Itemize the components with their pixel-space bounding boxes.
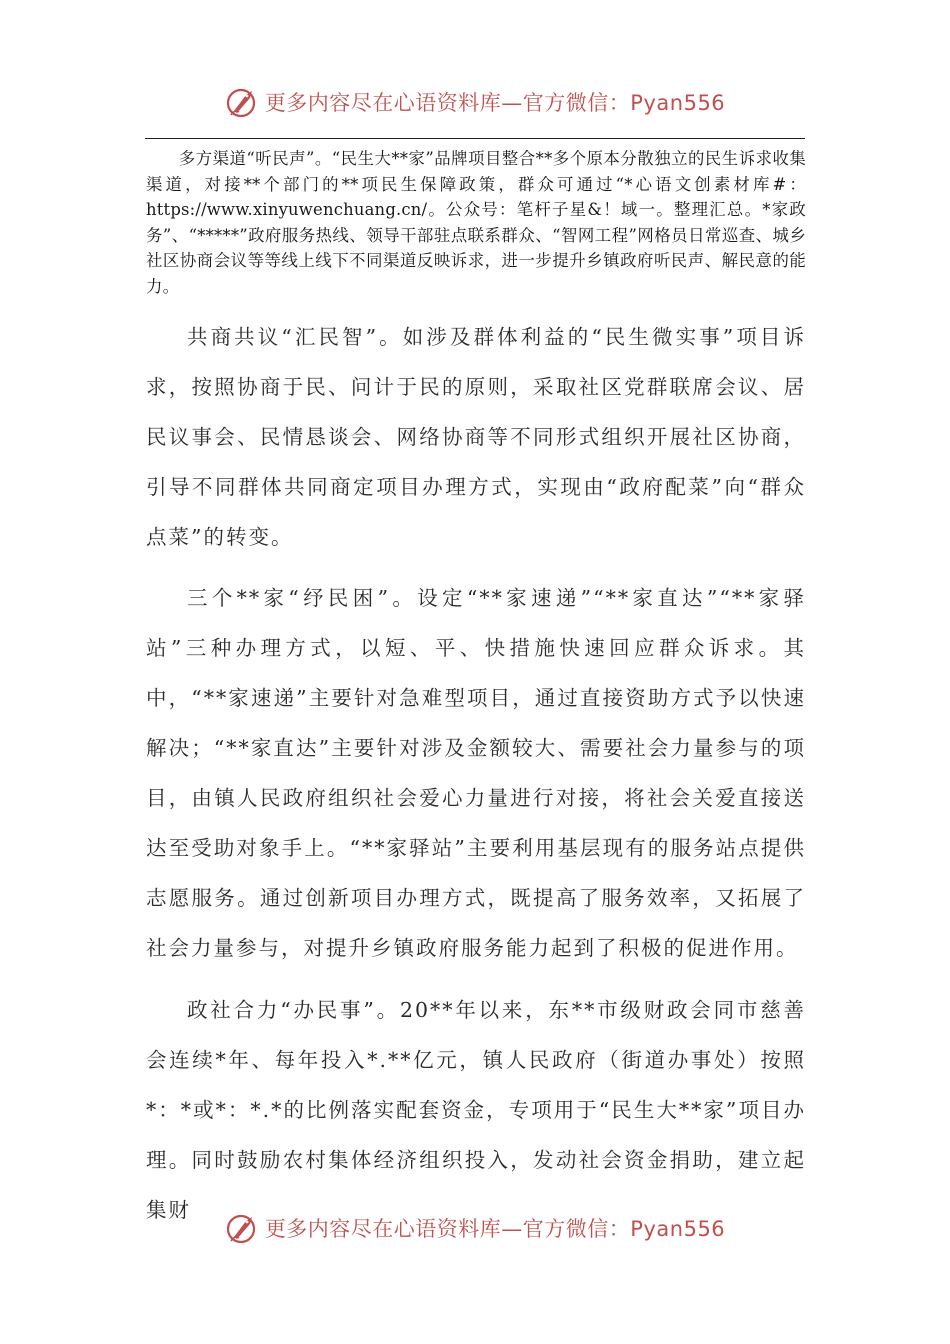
paragraph-4: 政社合力“办民事”。20**年以来，东**市级财政会同市慈善会连续*年、每年投入*.**亿元，镇人民政府（街道办事处）按照*：*或*：*.*的比例落实配套资金，专项用于“民生大**家”项目办理。同时鼓励农村集体经济组织投入，发动社会资金捐助，建立起集财	[146, 998, 806, 1222]
footer-banner-text: 更多内容尽在心语资料库—官方微信：Pyan556	[264, 1217, 726, 1241]
pen-nib-logo-icon	[225, 85, 259, 119]
header-banner-text: 更多内容尽在心语资料库—官方微信：Pyan556	[264, 91, 726, 115]
paragraph-2: 共商共议“汇民智”。如涉及群体利益的“民生微实事”项目诉求，按照协商于民、问计于民的原则，采取社区党群联席会议、居民议事会、民情恳谈会、网络协商等不同形式组织开展社区协商，引导不同群体共同商定项目办理方式，实现由“政府配菜”向“群众点菜”的转变。	[146, 325, 806, 549]
footer-banner	[0, 1208, 950, 1248]
pen-nib-logo-icon	[225, 1211, 259, 1245]
header-banner	[0, 82, 950, 122]
header-divider	[145, 138, 805, 139]
paragraph-1: 多方渠道“听民声”。“民生大**家”品牌项目整合**多个原本分散独立的民生诉求收集渠道，对接**个部门的**项民生保障政策，群众可通过“*心语文创素材库#：https://www.xinyuwenchuang.cn/。公众号：笔杆子星&！域一。整理汇总。*家政务”、“*****”政府服务热线、领导干部驻点联系群众、“智网工程”网格员日常巡查、城乡社区协商会议等等线上线下不同渠道反映诉求，进一步提升乡镇政府听民声、解民意的能力。	[146, 149, 806, 296]
paragraph-3: 三个**家“纾民困”。设定“**家速递”“**家直达”“**家驿站”三种办理方式，以短、平、快措施快速回应群众诉求。其中，“**家速递”主要针对急难型项目，通过直接资助方式予以快速解决；“**家直达”主要针对涉及金额较大、需要社会力量参与的项目，由镇人民政府组织社会爱心力量进行对接，将社会关爱直接送达至受助对象手上。“**家驿站”主要利用基层现有的服务站点提供志愿服务。通过创新项目办理方式，既提高了服务效率，又拓展了社会力量参与，对提升乡镇政府服务能力起到了积极的促进作用。	[146, 586, 806, 960]
